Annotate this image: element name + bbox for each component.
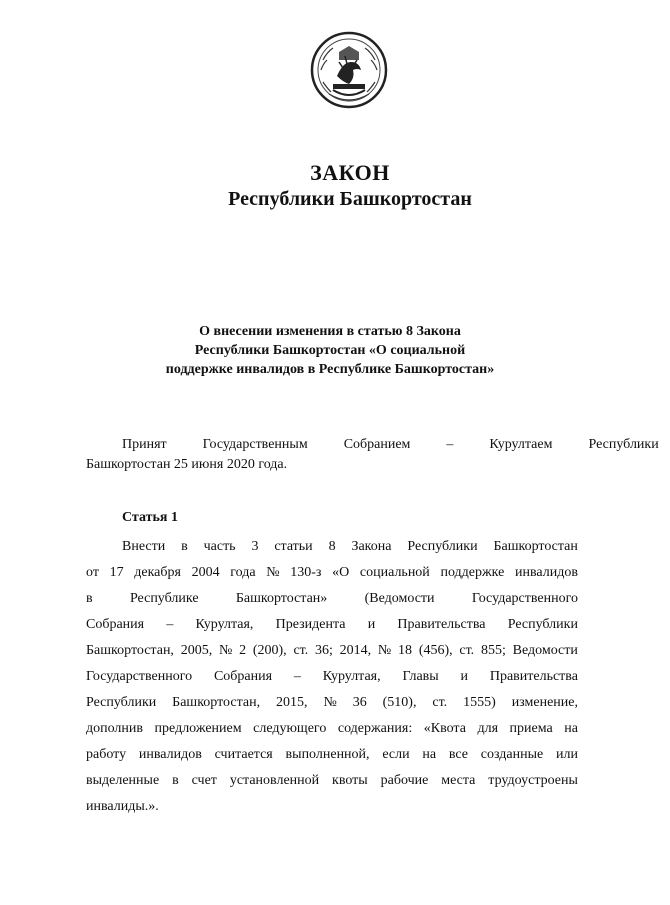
- document-subtitle: Республики Башкортостан: [228, 188, 472, 210]
- bashkortostan-coat-of-arms-icon: [309, 30, 389, 110]
- article-line: дополнив предложением следующего содержания: «Квота для приема на: [86, 721, 578, 736]
- adoption-statement: [86, 435, 659, 475]
- article-line: Государственного Собрания – Курултая, Главы и Правительства: [86, 669, 578, 684]
- article-line: Внести в часть 3 статьи 8 Закона Республики Башкортостан: [122, 539, 578, 554]
- article-line: инвалиды.».: [86, 799, 159, 814]
- article-line: в Республике Башкортостан» (Ведомости Государственного: [86, 591, 578, 606]
- subject-line: поддержке инвалидов в Республике Башкортостан»: [165, 362, 495, 377]
- adoption-line: Башкортостан 25 июня 2020 года.: [86, 457, 288, 472]
- article-body: [86, 534, 578, 820]
- subject-line: Республики Башкортостан «О социальной: [194, 343, 466, 358]
- article-line: Башкортостан, 2005, № 2 (200), ст. 36; 2014, № 18 (456), ст. 855; Ведомости: [86, 643, 578, 658]
- article-line: работу инвалидов считается выполненной, если на все созданные или: [86, 747, 578, 762]
- article-line: от 17 декабря 2004 года № 130-з «О социальной поддержке инвалидов: [86, 565, 578, 580]
- article-line: выделенные в счет установленной квоты рабочие места трудоустроены: [86, 773, 578, 788]
- adoption-line: Принят Государственным Собранием – Курултаем Республики: [122, 437, 659, 452]
- article-line: Республики Башкортостан, 2015, № 36 (510), ст. 1555) изменение,: [86, 695, 578, 710]
- article-heading: Статья 1: [122, 510, 178, 525]
- article-line: Собрания – Курултая, Президента и Правительства Республики: [86, 617, 578, 632]
- subject-line: О внесении изменения в статью 8 Закона: [199, 324, 461, 339]
- law-subject: [100, 322, 560, 379]
- document-title: ЗАКОН: [310, 160, 390, 185]
